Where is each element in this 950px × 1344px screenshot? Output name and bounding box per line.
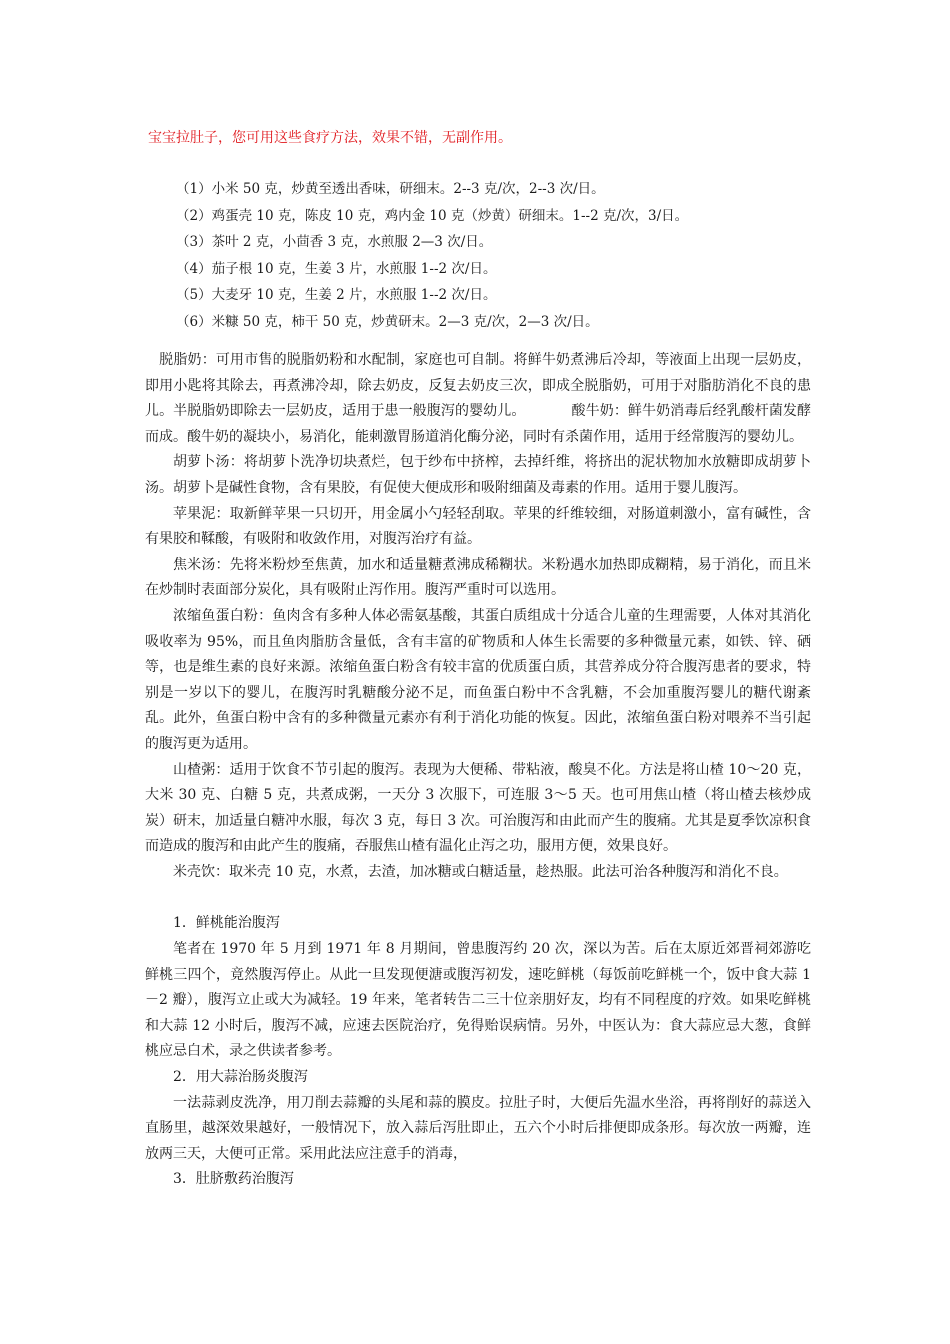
- paragraph-hawthorn-porridge: 山楂粥：适用于饮食不节引起的腹泻。表现为大便稀、带粘液，酸臭不化。方法是将山楂 10～20 克，大米 30 克、白糖 5 克，共煮成粥，一天分 3 次服下，可连服 3～5 天。也可用焦山楂（将山楂去核炒成炭）研末，加适量白糖冲水服，每次 3 克，每日 3 次。可治腹泻和由此而产生的腹痛。尤其是夏季饮凉积食而造成的腹泻和由此产生的腹痛，吞服焦山楂有温化止泻之功，服用方便，效果良好。: [145, 761, 811, 855]
- paragraph-burnt-rice-soup: 焦米汤：先将米粉炒至焦黄，加水和适量糖煮沸成稀糊状。米粉遇水加热即成糊精，易于消化，而且米在炒制时表面部分炭化，具有吸附止泻作用。腹泻严重时可以选用。: [145, 556, 811, 599]
- recipe-item: （6）米糠 50 克，柿干 50 克，炒黄研末。2—3 克/次，2—3 次/日。: [176, 313, 599, 330]
- recipe-item: （3）茶叶 2 克，小茴香 3 克，水煎服 2—3 次/日。: [176, 234, 493, 250]
- paragraph-skim-milk: [145, 348, 811, 450]
- section-heading: 2．用大蒜治肠炎腹泻: [173, 1069, 308, 1086]
- document-title: 宝宝拉肚子，您可用这些食疗方法，效果不错，无副作用。: [148, 130, 512, 146]
- section-paragraph: 笔者在 1970 年 5 月到 1971 年 8 月期间，曾患腹泻约 20 次，深以为苦。后在太原近郊晋祠郊游吃鲜桃三四个，竟然腹泻停止。从此一旦发现便溏或腹泻初发，速吃鲜桃（每饭前吃鲜桃一个，饭中食大蒜 1－2 瓣），腹泻立止或大为减轻。19 年来，笔者转告二三十位亲朋好友，均有不同程度的疗效。如果吃鲜桃和大蒜 12 小时后，腹泻不减，应速去医院治疗，免得贻误病情。另外，中医认为：食大蒜应忌大葱，食鲜桃应忌白术，录之供读者参考。: [145, 941, 811, 1060]
- paragraph-rice-husk-drink: 米壳饮：取米壳 10 克，水煮，去渣，加冰糖或白糖适量，趁热服。此法可治各种腹泻和消化不良。: [173, 863, 788, 880]
- yogurt-text: 酸牛奶：鲜牛奶消毒后经乳酸杆菌发酵而成。酸牛奶的凝块小，易消化，能刺激胃肠道消化酶分泌，同时有杀菌作用，适用于经常腹泻的婴幼儿。: [145, 403, 811, 445]
- recipe-item: （1）小米 50 克，炒黄至透出香味，研细末。2--3 克/次，2--3 次/日。: [176, 181, 605, 197]
- spacer: [145, 885, 811, 911]
- recipe-item: （4）茄子根 10 克，生姜 3 片，水煎服 1--2 次/日。: [176, 260, 497, 277]
- section-heading: 1．鲜桃能治腹泻: [173, 915, 280, 932]
- paragraph-carrot-soup: 胡萝卜汤：将胡萝卜洗净切块煮烂，包于纱布中挤榨，去掉纤维，将挤出的泥状物加水放糖即成胡萝卜汤。胡萝卜是碱性食物，含有果胶，有促使大便成形和吸附细菌及毒素的作用。适用于婴儿腹泻。: [145, 454, 811, 496]
- section-paragraph: 一法蒜剥皮洗净，用刀削去蒜瓣的头尾和蒜的膜皮。拉肚子时，大便后先温水坐浴，再将削好的蒜送入直肠里，越深效果越好，一般情况下，放入蒜后泻肚即止，五六个小时后排便即成条形。每次放一两瓣，连放两三天，大便可正常。采用此法应注意手的消毒，: [145, 1094, 811, 1162]
- recipe-item: （5）大麦牙 10 克，生姜 2 片，水煎服 1--2 次/日。: [176, 287, 497, 303]
- paragraph-apple-puree: 苹果泥：取新鲜苹果一只切开，用金属小勺轻轻刮取。苹果的纤维较细，对肠道刺激小，富有碱性，含有果胶和鞣酸，有吸附和收敛作用，对腹泻治疗有益。: [145, 505, 811, 548]
- recipe-list: [176, 176, 816, 335]
- article-body: [145, 348, 811, 1193]
- paragraph-fish-protein: 浓缩鱼蛋白粉：鱼肉含有多种人体必需氨基酸，其蛋白质组成十分适合儿童的生理需要，人体对其消化吸收率为 95%，而且鱼肉脂肪含量低，含有丰富的矿物质和人体生长需要的多种微量元素，如铁、锌、硒等，也是维生素的良好来源。浓缩鱼蛋白粉含有较丰富的优质蛋白质，其营养成分符合腹泻患者的要求，特别是一岁以下的婴儿，在腹泻时乳糖酸分泌不足，而鱼蛋白粉中不含乳糖，不会加重腹泻婴儿的糖代谢紊乱。此外，鱼蛋白粉中含有的多种微量元素亦有利于消化功能的恢复。因此，浓缩鱼蛋白粉对喂养不当引起的腹泻更为适用。: [145, 607, 811, 752]
- section-heading: 3．肚脐敷药治腹泻: [173, 1171, 294, 1188]
- skim-milk-text: 脱脂奶：可用市售的脱脂奶粉和水配制，家庭也可自制。将鲜牛奶煮沸后冷却，等液面上出现一层奶皮，即用小匙将其除去，再煮沸冷却，除去奶皮，反复去奶皮三次，即成全脱脂奶，可用于对脂肪消化不良的患儿。半脱脂奶即除去一层奶皮，适用于患一般腹泻的婴幼儿。: [145, 352, 811, 420]
- recipe-item: （2）鸡蛋壳 10 克，陈皮 10 克，鸡内金 10 克（炒黄）研细末。1--2 克/次，3/日。: [176, 207, 689, 224]
